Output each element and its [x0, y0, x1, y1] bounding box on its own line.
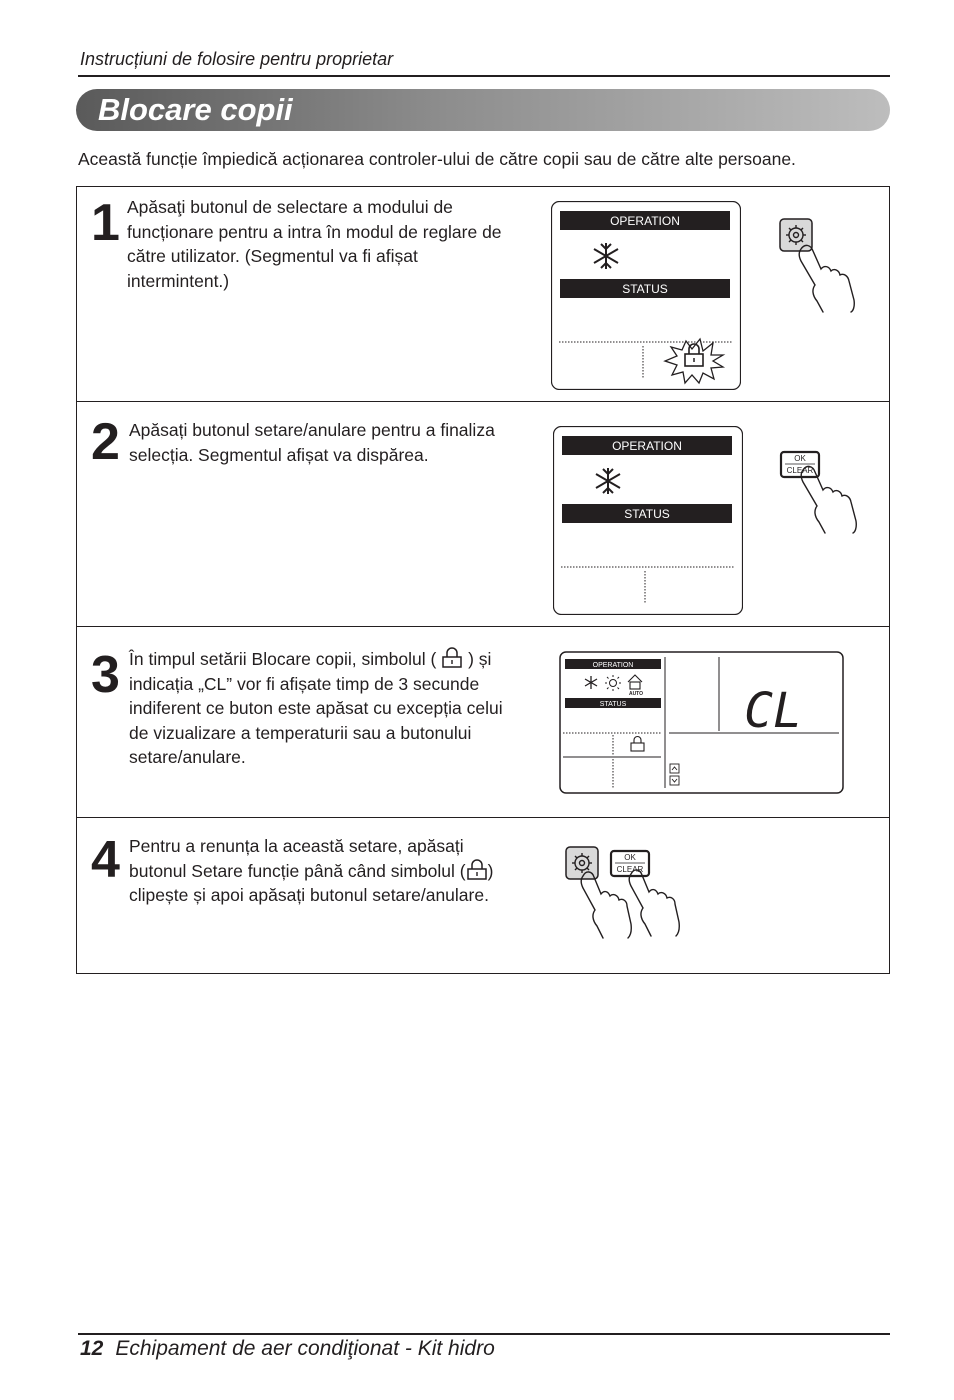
status-label: STATUS: [624, 507, 670, 521]
clear-label: CLEAR: [616, 865, 644, 874]
step-text: [129, 834, 493, 908]
pointing-hand-icon: [629, 870, 679, 936]
page-number: 12: [80, 1337, 104, 1360]
up-arrow-button[interactable]: [670, 764, 679, 773]
step-line: indiferent ce buton este apăsat cu excepția celui: [129, 698, 503, 718]
pointing-hand-icon: [581, 872, 631, 938]
step-line: [129, 859, 493, 884]
auto-label: AUTO: [628, 691, 644, 697]
ok-label: OK: [794, 454, 806, 463]
section-title: Blocare copii: [98, 92, 293, 127]
step-line: indicația „CL” vor fi afișate timp de 3 secunde: [129, 673, 480, 694]
header-rule: [78, 75, 890, 77]
step-line: clipește și apoi apăsați butonul setare/anulare.: [129, 885, 489, 905]
controller-display-wide: [559, 651, 845, 795]
ok-clear-button-press: [779, 450, 861, 540]
step-line: [129, 647, 503, 672]
ok-label: OK: [624, 853, 636, 862]
step-number: 4: [91, 831, 120, 889]
step-4: [77, 817, 889, 974]
clear-label: CLEAR: [786, 466, 814, 475]
dual-button-press: [563, 844, 693, 944]
section-banner: [76, 89, 890, 131]
lock-icon: [441, 647, 463, 669]
step-line: selecția. Segmentul afișat va dispărea.: [129, 444, 429, 465]
pointing-hand-icon: [799, 245, 854, 312]
step-text: [127, 195, 502, 293]
operation-label: OPERATION: [592, 662, 634, 669]
down-arrow-button[interactable]: [670, 776, 679, 785]
step-line: Apăsaţi butonul de selectare a modului de: [127, 197, 453, 217]
step-3: [77, 626, 889, 818]
page-header-title: Instrucțiuni de folosire pentru proprietar: [80, 49, 394, 69]
step-2: [77, 401, 889, 627]
step-line: către utilizator. (Segmentul va fi afișat: [127, 246, 418, 266]
step-line: intermintent.): [127, 270, 230, 291]
intro-text: Această funcție împiedică acționarea controler-ului de către copii sau de către alte persoane.: [78, 149, 796, 169]
step-line-part: În timpul setării Blocare copii, simbolul (: [129, 649, 437, 669]
function-setting-button-press: [777, 215, 859, 315]
controller-display: [553, 426, 743, 615]
step-line: funcționare pentru a intra în modul de reglare de: [127, 221, 502, 242]
step-line: Apăsați butonul setare/anulare pentru a finaliza: [129, 420, 495, 440]
step-number: 1: [91, 194, 120, 252]
step-number: 3: [91, 646, 120, 704]
step-line: setare/anulare.: [129, 747, 246, 767]
page-footer: [80, 1337, 495, 1361]
operation-label: OPERATION: [610, 214, 680, 228]
step-line-part: ): [487, 860, 494, 881]
step-line-part: butonul Setare funcție până când simbolul (: [129, 860, 466, 881]
operation-label: OPERATION: [612, 439, 682, 453]
steps-box: [76, 186, 890, 974]
step-line: de vizualizare a temperaturii sau a butonului: [129, 722, 472, 743]
controller-display: [551, 201, 741, 390]
status-label: STATUS: [622, 282, 668, 296]
cl-indicator: CL: [744, 683, 802, 739]
lock-icon: [466, 859, 488, 881]
step-line: Pentru a renunța la această setare, apăsați: [129, 836, 464, 856]
step-text: [129, 418, 495, 467]
footer-title: Echipament de aer condiţionat - Kit hidro: [115, 1337, 495, 1360]
step-number: 2: [91, 413, 120, 471]
step-text: [129, 647, 503, 770]
step-1: [77, 187, 889, 401]
status-label: STATUS: [599, 701, 627, 708]
function-setting-button[interactable]: [780, 219, 812, 251]
step-line-part: ) și: [468, 649, 492, 669]
footer-rule: [78, 1333, 890, 1335]
